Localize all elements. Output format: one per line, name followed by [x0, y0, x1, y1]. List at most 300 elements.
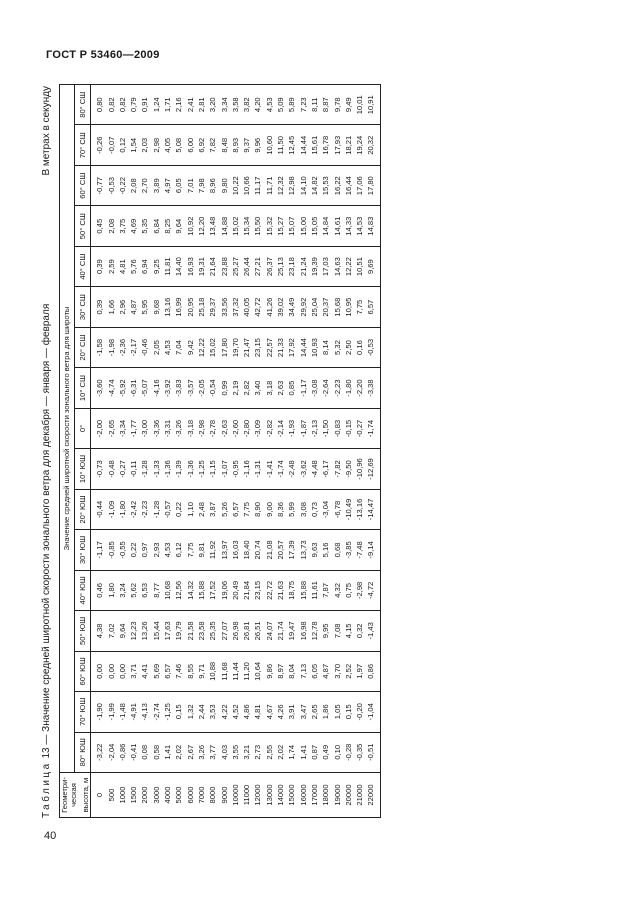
value-cell: 4,97 [162, 165, 173, 205]
value-cell: 7,23 [298, 85, 309, 126]
value-cell: 23,88 [219, 246, 230, 286]
value-cell: 0,22 [128, 530, 139, 570]
value-cell: 10,01 [354, 85, 365, 126]
value-cell: -2,74 [151, 692, 162, 732]
value-cell: 21,33 [275, 327, 286, 367]
value-cell: 25,13 [275, 246, 286, 286]
value-cell: 22,57 [264, 327, 275, 367]
value-cell: -0,11 [128, 449, 139, 489]
value-cell: -9,14 [366, 530, 381, 570]
height-cell: 16000 [298, 773, 309, 818]
value-cell: 13,97 [219, 530, 230, 570]
latitude-column-header: 60° СШ [74, 165, 91, 205]
value-cell: -3,31 [162, 408, 173, 448]
value-cell: 6,05 [174, 165, 185, 205]
value-cell: 23,15 [253, 327, 264, 367]
value-cell: 10,93 [309, 327, 320, 367]
value-cell: 1,74 [287, 732, 298, 772]
table-row [196, 85, 207, 818]
value-cell: 8,48 [219, 125, 230, 165]
value-cell: 10,51 [354, 246, 365, 286]
value-cell: 7,87 [320, 570, 331, 610]
value-cell: 12,32 [275, 165, 286, 205]
value-cell: 3,21 [241, 732, 252, 772]
value-cell: 0,00 [91, 651, 106, 691]
value-cell: -2,20 [354, 368, 365, 408]
value-cell: 6,00 [185, 125, 196, 165]
value-cell: 26,98 [230, 611, 241, 651]
value-cell: 17,39 [287, 530, 298, 570]
value-cell: 16,93 [185, 246, 196, 286]
value-cell: -3,36 [151, 408, 162, 448]
value-cell: 2,08 [128, 165, 139, 205]
value-cell: 3,82 [241, 85, 252, 126]
value-cell: 14,44 [298, 327, 309, 367]
value-cell: 15,88 [196, 570, 207, 610]
value-cell: 23,15 [253, 570, 264, 610]
value-cell: 29,92 [298, 287, 309, 327]
value-cell: -6,31 [128, 368, 139, 408]
value-cell: 6,92 [196, 125, 207, 165]
value-cell: 1,10 [185, 489, 196, 529]
value-cell: -3,34 [117, 408, 128, 448]
value-cell: -3,57 [185, 368, 196, 408]
value-cell: 10,66 [241, 165, 252, 205]
value-cell: -2,42 [128, 489, 139, 529]
value-cell: 0,46 [91, 570, 106, 610]
height-cell: 20000 [343, 773, 354, 818]
value-cell: 3,47 [298, 692, 309, 732]
value-cell: 5,99 [287, 489, 298, 529]
value-cell: 2,52 [343, 651, 354, 691]
value-cell: 21,08 [264, 530, 275, 570]
value-cell: -1,09 [106, 489, 117, 529]
value-cell: -2,65 [106, 408, 117, 448]
value-cell: 3,18 [264, 368, 275, 408]
value-cell: 9,37 [241, 125, 252, 165]
value-cell: -2,13 [309, 408, 320, 448]
latitude-column-header: 0° [74, 408, 91, 448]
value-cell: 0,08 [140, 732, 151, 772]
value-cell: 4,03 [219, 732, 230, 772]
table-row [275, 85, 286, 818]
document-header: ГОСТ Р 53460—2009 [46, 49, 160, 61]
value-cell: 11,61 [309, 570, 320, 610]
value-cell: -1,58 [91, 327, 106, 367]
table-row [298, 85, 309, 818]
value-cell: -1,93 [287, 408, 298, 448]
value-cell: 17,93 [332, 125, 343, 165]
value-cell: -10,96 [354, 449, 365, 489]
value-cell: -1,39 [174, 449, 185, 489]
value-cell: 25,18 [196, 287, 207, 327]
latitude-column-header: 40° СШ [74, 246, 91, 286]
value-cell: 14,32 [185, 570, 196, 610]
value-cell: 3,26 [196, 732, 207, 772]
table-row [128, 85, 139, 818]
value-cell: 0,10 [332, 732, 343, 772]
table-row [162, 85, 173, 818]
value-cell: -1,41 [264, 449, 275, 489]
value-cell: -2,23 [332, 368, 343, 408]
value-cell: 9,69 [366, 246, 381, 286]
value-cell: 3,87 [207, 489, 218, 529]
value-cell: 39,02 [275, 287, 286, 327]
value-cell: 14,83 [366, 206, 381, 246]
value-cell: -2,78 [207, 408, 218, 448]
table-row [174, 85, 185, 818]
value-cell: 7,98 [196, 165, 207, 205]
value-cell: 20,32 [366, 125, 381, 165]
value-cell: -7,48 [354, 530, 365, 570]
value-cell: 15,02 [230, 206, 241, 246]
table-caption [35, 80, 57, 820]
value-cell: -1,16 [241, 449, 252, 489]
value-cell: -3,26 [174, 408, 185, 448]
value-cell: 5,76 [128, 246, 139, 286]
value-cell: 17,03 [320, 246, 331, 286]
value-cell: 7,04 [174, 327, 185, 367]
table-row [354, 85, 365, 818]
value-cell: 27,21 [253, 246, 264, 286]
value-cell: 0,00 [117, 651, 128, 691]
table-row [343, 85, 354, 818]
value-cell: 14,44 [298, 125, 309, 165]
value-cell: 9,80 [219, 165, 230, 205]
value-cell: 23,18 [287, 246, 298, 286]
value-cell: -3,08 [309, 368, 320, 408]
value-cell: 21,84 [241, 570, 252, 610]
value-cell: -1,50 [320, 408, 331, 448]
value-cell: 2,48 [196, 489, 207, 529]
value-cell: 21,47 [241, 327, 252, 367]
height-cell: 10000 [230, 773, 241, 818]
value-cell: 4,86 [241, 692, 252, 732]
latitude-column-header: 60° ЮШ [74, 651, 91, 691]
value-cell: 13,16 [162, 287, 173, 327]
value-cell: 1,66 [106, 287, 117, 327]
value-cell: 4,22 [219, 692, 230, 732]
value-cell: 6,53 [140, 570, 151, 610]
value-cell: 42,72 [253, 287, 264, 327]
value-cell: 4,81 [117, 246, 128, 286]
value-cell: 18,40 [241, 530, 252, 570]
table-row [230, 85, 241, 818]
value-cell: 0,58 [151, 732, 162, 772]
value-cell: 3,20 [207, 85, 218, 126]
value-cell: -2,23 [140, 489, 151, 529]
height-cell: 19000 [332, 773, 343, 818]
value-cell: 2,73 [253, 732, 264, 772]
latitude-column-header: 80° ЮШ [74, 732, 91, 772]
value-cell: 2,08 [106, 206, 117, 246]
value-cell: 4,32 [332, 570, 343, 610]
height-cell: 5000 [174, 773, 185, 818]
value-cell: 0,16 [354, 327, 365, 367]
table-row [287, 85, 298, 818]
value-cell: 4,38 [91, 611, 106, 651]
value-cell: 19,79 [174, 611, 185, 651]
value-cell: -4,13 [140, 692, 151, 732]
value-cell: 4,87 [128, 287, 139, 327]
value-cell: 10,95 [343, 287, 354, 327]
rotated-table-container [35, 80, 625, 820]
value-cell: 0,45 [91, 206, 106, 246]
value-cell: 34,49 [287, 287, 298, 327]
value-cell: -4,48 [309, 449, 320, 489]
value-cell: 10,64 [253, 651, 264, 691]
table-row [309, 85, 320, 818]
value-cell: 0,73 [309, 489, 320, 529]
value-cell: 6,57 [230, 489, 241, 529]
value-cell: -0,83 [332, 408, 343, 448]
height-cell: 7000 [196, 773, 207, 818]
value-cell: 0,00 [106, 651, 117, 691]
value-cell: 9,63 [309, 530, 320, 570]
table-row [151, 85, 162, 818]
value-cell: 2,59 [106, 246, 117, 286]
table-row [264, 85, 275, 818]
value-cell: 0,82 [106, 85, 117, 126]
value-cell: 19,47 [287, 611, 298, 651]
value-cell: 8,96 [207, 165, 218, 205]
value-cell: 2,93 [151, 530, 162, 570]
value-cell: 5,26 [219, 489, 230, 529]
value-cell: -3,85 [343, 530, 354, 570]
value-cell: 0,22 [174, 489, 185, 529]
value-cell: -0,46 [140, 327, 151, 367]
value-cell: 0,99 [219, 368, 230, 408]
height-cell: 0 [91, 773, 106, 818]
value-cell: 4,69 [128, 206, 139, 246]
table-row [219, 85, 230, 818]
value-cell: 2,65 [309, 692, 320, 732]
value-cell: 0,85 [287, 368, 298, 408]
value-cell: 19,24 [354, 125, 365, 165]
value-cell: -1,07 [219, 449, 230, 489]
value-cell: 4,53 [162, 530, 173, 570]
value-cell: 0,15 [174, 692, 185, 732]
value-cell: -5,07 [140, 368, 151, 408]
value-cell: -0,07 [106, 125, 117, 165]
value-cell: 8,97 [275, 651, 286, 691]
value-cell: 25,04 [309, 287, 320, 327]
latitude-column-header: 20° ЮШ [74, 489, 91, 529]
value-cell: 14,33 [343, 206, 354, 246]
value-cell: 20,74 [253, 530, 264, 570]
value-cell: 3,40 [253, 368, 264, 408]
value-cell: -2,98 [196, 408, 207, 448]
value-cell: -3,22 [91, 732, 106, 772]
height-cell: 4000 [162, 773, 173, 818]
value-cell: 2,05 [151, 327, 162, 367]
table-row [106, 85, 117, 818]
height-cell: 1500 [128, 773, 139, 818]
table-row [332, 85, 343, 818]
value-cell: -0,48 [106, 449, 117, 489]
value-cell: 15,27 [275, 206, 286, 246]
value-cell: 2,63 [275, 368, 286, 408]
value-cell: -0,54 [207, 368, 218, 408]
value-cell: -3,62 [298, 449, 309, 489]
value-cell: -6,78 [332, 489, 343, 529]
value-cell: 7,01 [185, 165, 196, 205]
height-cell: 1000 [117, 773, 128, 818]
value-cell: 0,68 [332, 530, 343, 570]
latitude-column-header: 50° СШ [74, 206, 91, 246]
value-cell: 21,74 [275, 611, 286, 651]
value-cell: -0,55 [117, 530, 128, 570]
value-cell: -1,77 [128, 408, 139, 448]
value-cell: 0,49 [320, 732, 331, 772]
value-cell: 40,05 [241, 287, 252, 327]
value-cell: -1,98 [106, 327, 117, 367]
value-cell: -0,53 [106, 165, 117, 205]
value-cell: -1,28 [151, 489, 162, 529]
value-cell: 7,46 [174, 651, 185, 691]
value-cell: -2,80 [241, 408, 252, 448]
height-cell: 2000 [140, 773, 151, 818]
value-cell: -3,83 [174, 368, 185, 408]
value-cell: -0,15 [343, 408, 354, 448]
value-cell: -0,85 [106, 530, 117, 570]
table-title-text: 13 — Значение средней широтной скорости зонального ветра для декабря — января — февраля [41, 303, 52, 759]
value-cell: 0,12 [117, 125, 128, 165]
value-cell: 12,20 [196, 206, 207, 246]
value-cell: 9,00 [264, 489, 275, 529]
value-cell: 3,70 [332, 651, 343, 691]
value-cell: -1,28 [140, 449, 151, 489]
table-row [91, 85, 106, 818]
value-cell: 24,07 [264, 611, 275, 651]
value-cell: -4,72 [366, 570, 381, 610]
value-cell: -3,09 [253, 408, 264, 448]
value-cell: 11,17 [253, 165, 264, 205]
value-cell: 8,87 [320, 85, 331, 126]
value-cell: -3,18 [185, 408, 196, 448]
height-cell: 14000 [275, 773, 286, 818]
value-cell: 14,88 [219, 206, 230, 246]
height-cell: 13000 [264, 773, 275, 818]
value-cell: 4,81 [253, 692, 264, 732]
value-cell: 14,84 [320, 206, 331, 246]
table-row [320, 85, 331, 818]
height-cell: 9000 [219, 773, 230, 818]
latitude-column-header: 70° СШ [74, 125, 91, 165]
value-cell: 8,14 [320, 327, 331, 367]
value-cell: 14,82 [309, 165, 320, 205]
value-cell: -2,05 [196, 368, 207, 408]
value-cell: 16,99 [174, 287, 185, 327]
value-cell: 1,80 [106, 570, 117, 610]
value-cell: 16,22 [332, 165, 343, 205]
value-cell: 9,78 [332, 85, 343, 126]
value-cell: 7,75 [354, 287, 365, 327]
value-cell: -1,36 [162, 449, 173, 489]
value-cell: -12,69 [366, 449, 381, 489]
value-cell: 20,37 [320, 287, 331, 327]
value-cell: 5,69 [151, 651, 162, 691]
table-label-word: Таблица [41, 761, 52, 818]
value-cell: 16,44 [343, 165, 354, 205]
value-cell: 3,58 [230, 85, 241, 126]
value-cell: 5,32 [332, 327, 343, 367]
value-cell: 15,53 [320, 165, 331, 205]
value-cell: 5,08 [174, 125, 185, 165]
value-cell: 0,87 [309, 732, 320, 772]
value-cell: -0,22 [117, 165, 128, 205]
value-cell: 2,98 [151, 125, 162, 165]
value-cell: 3,08 [298, 489, 309, 529]
value-cell: 1,86 [320, 692, 331, 732]
value-cell: -1,74 [366, 408, 381, 448]
value-cell: 0,82 [117, 85, 128, 126]
value-cell: 12,78 [309, 611, 320, 651]
value-cell: -1,87 [298, 408, 309, 448]
value-cell: 21,63 [275, 570, 286, 610]
value-cell: 11,50 [275, 125, 286, 165]
value-cell: 12,45 [287, 125, 298, 165]
value-cell: -0,77 [91, 165, 106, 205]
value-cell: -10,49 [343, 489, 354, 529]
value-cell: -6,17 [320, 449, 331, 489]
height-header-line-2: ческая [69, 783, 79, 807]
height-cell: 15000 [287, 773, 298, 818]
value-cell: 3,77 [207, 732, 218, 772]
value-cell: 0,39 [91, 287, 106, 327]
table-row [117, 85, 128, 818]
height-column-header [60, 773, 91, 818]
value-cell: -1,99 [106, 692, 117, 732]
value-cell: 7,13 [298, 651, 309, 691]
value-cell: 5,62 [128, 570, 139, 610]
height-cell: 500 [106, 773, 117, 818]
value-cell: 15,00 [298, 206, 309, 246]
value-cell: 8,36 [275, 489, 286, 529]
value-cell: 4,52 [230, 692, 241, 732]
value-cell: 1,41 [298, 732, 309, 772]
value-cell: -2,04 [106, 732, 117, 772]
value-cell: 15,44 [151, 611, 162, 651]
value-cell: 15,32 [264, 206, 275, 246]
value-cell: 9,42 [185, 327, 196, 367]
value-cell: 4,05 [162, 125, 173, 165]
value-cell: -2,63 [219, 408, 230, 448]
value-cell: 0,80 [91, 85, 106, 126]
value-cell: 0,32 [354, 611, 365, 651]
value-cell: -0,35 [354, 732, 365, 772]
value-cell: 19,31 [196, 246, 207, 286]
value-cell: -1,15 [207, 449, 218, 489]
latitude-column-header: 40° ЮШ [74, 570, 91, 610]
value-cell: -1,90 [91, 692, 106, 732]
value-cell: 9,81 [196, 530, 207, 570]
value-cell: 9,95 [320, 611, 331, 651]
value-cell: 1,05 [332, 692, 343, 732]
value-cell: 20,49 [230, 570, 241, 610]
value-cell: -0,73 [91, 449, 106, 489]
value-cell: 3,75 [117, 206, 128, 246]
value-cell: -1,80 [343, 368, 354, 408]
latitude-column-header: 30° СШ [74, 287, 91, 327]
value-cell: 26,44 [241, 246, 252, 286]
value-cell: 17,80 [219, 327, 230, 367]
value-cell: 19,39 [309, 246, 320, 286]
value-cell: 11,68 [219, 651, 230, 691]
value-cell: 7,75 [241, 489, 252, 529]
value-cell: 0,75 [343, 570, 354, 610]
value-cell: 15,02 [207, 327, 218, 367]
